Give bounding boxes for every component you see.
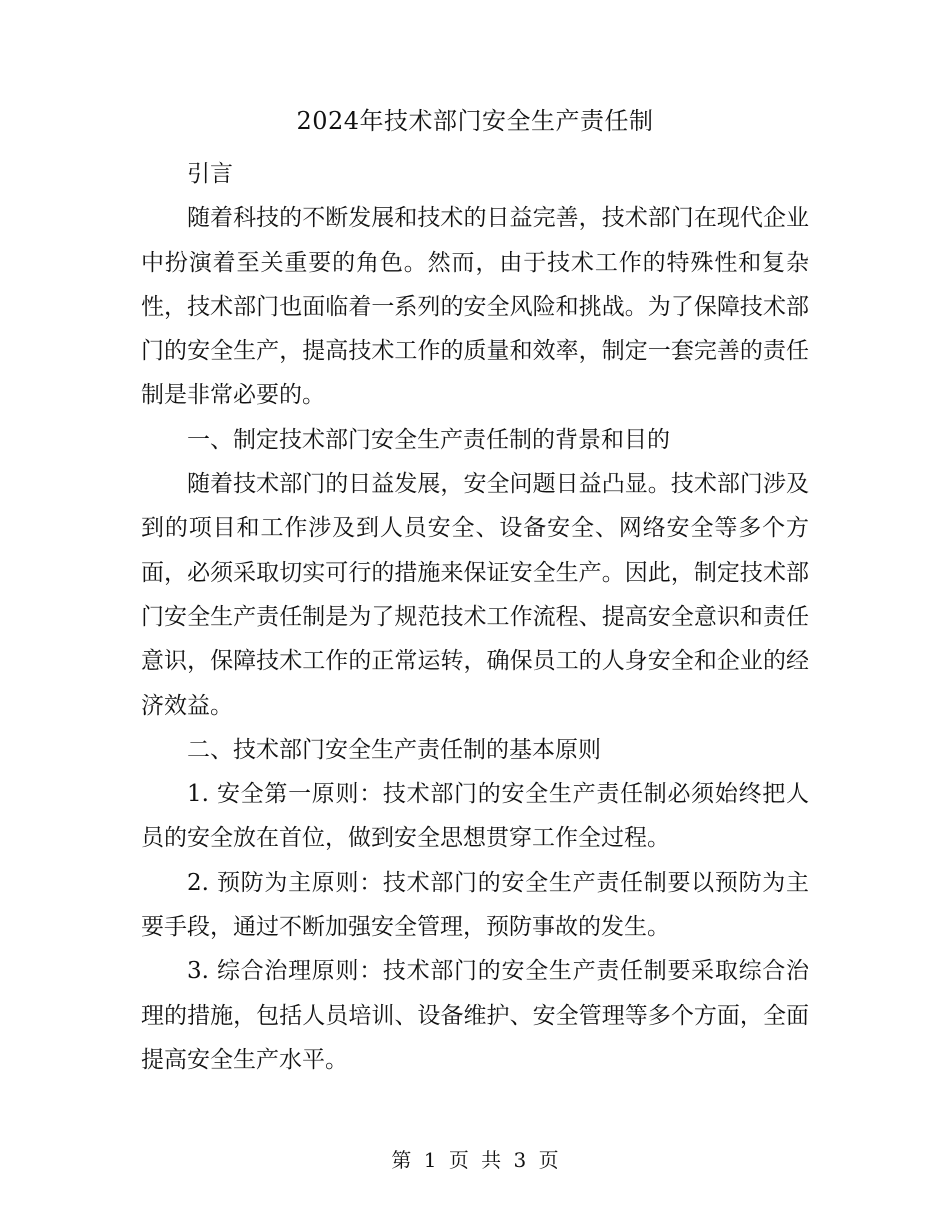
- section-heading-1: 一、制定技术部门安全生产责任制的背景和目的: [187, 426, 670, 453]
- principle-item-3: 3. 综合治理原则：技术部门的安全生产责任制要采取综合治理的措施，包括人员培训、设备维护、安全管理等多个方面，全面提高安全生产水平。: [141, 958, 809, 1073]
- principle-item-1: 1. 安全第一原则：技术部门的安全生产责任制必须始终把人员的安全放在首位，做到安全思想贯穿工作全过程。: [141, 781, 809, 852]
- paragraph-intro-text: 随着科技的不断发展和技术的日益完善，技术部门在现代企业中扮演着至关重要的角色。然而，由于技术工作的特殊性和复杂性，技术部门也面临着一系列的安全风险和挑战。为了保障技术部门的安全生产，提高技术工作的质量和效率，制定一套完善的责任制是非常必要的。: [141, 205, 809, 409]
- paragraph-section-1-text: 随着技术部门的日益发展，安全问题日益凸显。技术部门涉及到的项目和工作涉及到人员安全、设备安全、网络安全等多个方面，必须采取切实可行的措施来保证安全生产。因此，制定技术部门安全生产责任制是为了规范技术工作流程、提高安全意识和责任意识，保障技术工作的正常运转，确保员工的人身安全和企业的经济效益。: [141, 471, 809, 719]
- section-heading-2: 二、技术部门安全生产责任制的基本原则: [187, 736, 601, 763]
- page-footer: 第 1 页 共 3 页: [391, 1148, 559, 1172]
- document-body: [141, 152, 809, 1082]
- principle-item-2: 2. 预防为主原则：技术部门的安全生产责任制要以预防为主要手段，通过不断加强安全管理，预防事故的发生。: [141, 869, 809, 941]
- paragraph-intro-heading: 引言: [187, 161, 233, 187]
- document-title: 2024年技术部门安全生产责任制: [296, 107, 654, 135]
